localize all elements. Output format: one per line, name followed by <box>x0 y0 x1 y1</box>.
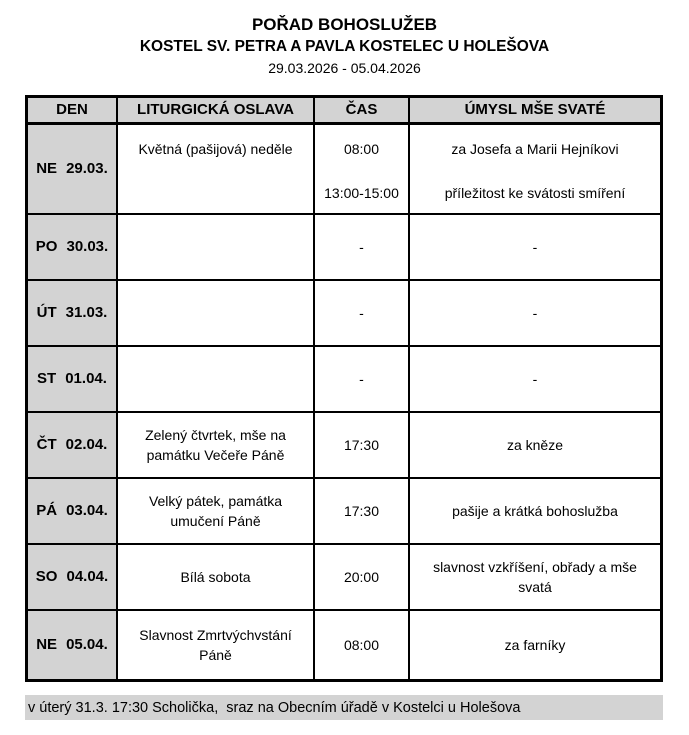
celebration-cell: Slavnost Zmrtvýchvstání Páně <box>118 611 315 679</box>
celebration-cell: Velký pátek, památka umučení Páně <box>118 479 315 543</box>
time-cell: 20:00 <box>315 545 410 609</box>
celebration-cell <box>118 215 315 279</box>
intention-cell: - <box>532 238 538 255</box>
celebration-text: Květná (pašijová) neděle <box>138 141 293 158</box>
table-row <box>28 347 660 413</box>
page-title: POŘAD BOHOSLUŽEB <box>251 15 438 34</box>
intention-cell: za farníky <box>504 636 566 653</box>
day-cell <box>28 125 118 213</box>
intention-cell: - <box>532 304 538 321</box>
intention-entry: příležitost ke svátosti smíření <box>444 185 626 202</box>
day-date: 02.04. <box>65 436 108 454</box>
day-cell <box>28 281 118 345</box>
day-date: 30.03. <box>66 238 109 256</box>
column-header-umysl: ÚMYSL MŠE SVATÉ <box>410 98 660 122</box>
day-date: 04.04. <box>66 568 109 586</box>
time-cell <box>315 125 410 213</box>
table-row <box>28 413 660 479</box>
day-cell <box>28 215 118 279</box>
intention-cell <box>410 125 660 213</box>
celebration-cell <box>118 281 315 345</box>
celebration-cell <box>118 347 315 411</box>
celebration-cell: Zelený čtvrtek, mše na památku Večeře Páně <box>118 413 315 477</box>
day-abbr: PO <box>35 238 58 256</box>
day-date: 03.04. <box>66 502 108 520</box>
table-row <box>28 611 660 679</box>
day-abbr: ČT <box>36 436 57 454</box>
table-row <box>28 545 660 611</box>
date-range: 29.03.2026 - 05.04.2026 <box>268 60 421 76</box>
day-abbr: PÁ <box>36 502 58 520</box>
day-abbr: SO <box>35 568 58 586</box>
time-cell: - <box>315 347 410 411</box>
day-cell <box>28 347 118 411</box>
time-entry: 13:00-15:00 <box>324 185 399 202</box>
church-name: KOSTEL SV. PETRA A PAVLA KOSTELEC U HOLEŠOVA <box>139 38 550 55</box>
time-cell: 08:00 <box>315 611 410 679</box>
column-header-cas: ČAS <box>315 98 410 122</box>
intention-entry: za Josefa a Marii Hejníkovi <box>451 141 619 158</box>
intention-cell: pašije a krátká bohoslužba <box>452 502 618 519</box>
table-header-row <box>28 98 660 125</box>
day-abbr: ST <box>37 370 57 388</box>
celebration-text-secondary <box>124 173 307 213</box>
celebration-cell: Bílá sobota <box>118 545 315 609</box>
column-header-liturgicka-oslava: LITURGICKÁ OSLAVA <box>118 98 315 122</box>
table-row <box>28 215 660 281</box>
day-abbr: ÚT <box>36 304 57 322</box>
day-cell <box>28 413 118 477</box>
time-entry: 08:00 <box>343 141 380 158</box>
celebration-cell <box>118 125 315 213</box>
intention-cell: za kněze <box>506 436 564 453</box>
table-row <box>28 479 660 545</box>
day-date: 31.03. <box>65 304 108 322</box>
footer-note: v úterý 31.3. 17:30 Scholička, sraz na Obecním úřadě v Kostelci u Holešova <box>25 695 663 720</box>
time-cell: 17:30 <box>315 413 410 477</box>
day-date: 01.04. <box>65 370 107 388</box>
intention-cell: - <box>532 370 538 387</box>
day-cell <box>28 479 118 543</box>
day-cell <box>28 611 118 679</box>
time-cell: 17:30 <box>315 479 410 543</box>
day-abbr: NE <box>36 160 58 178</box>
schedule-table <box>25 95 663 682</box>
table-row <box>28 281 660 347</box>
day-date: 29.03. <box>66 160 108 178</box>
time-cell: - <box>315 281 410 345</box>
day-cell <box>28 545 118 609</box>
title-block <box>0 0 689 78</box>
column-header-den: DEN <box>28 98 118 122</box>
intention-cell: slavnost vzkříšení, obřady a mše svatá <box>433 558 637 595</box>
table-row <box>28 125 660 215</box>
day-date: 05.04. <box>66 636 108 654</box>
day-abbr: NE <box>36 636 58 654</box>
time-cell: - <box>315 215 410 279</box>
